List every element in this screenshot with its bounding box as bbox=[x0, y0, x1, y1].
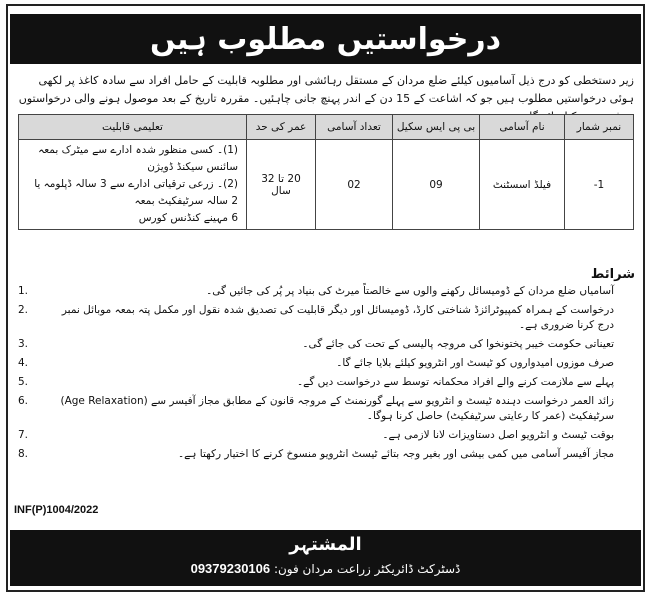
condition-text: آسامیاں ضلع مردان کے ڈومیسائل رکھنے والوں سے خالصتاً میرٹ کی بنیاد پر پُر کی جائیں گی۔ bbox=[206, 285, 614, 297]
advertiser-address bbox=[10, 561, 641, 576]
posts-table bbox=[18, 114, 634, 230]
condition-number: 6. bbox=[18, 395, 29, 407]
condition-text: زائد العمر درخواست دہندہ ٹیسٹ و انٹرویو سے پہلے گورنمنٹ کے مروجہ قانون کے مطابق مجاز آفیسر سے (Age Relaxation) سرٹیفکیٹ (عمر کا رعایتی سرٹیفکیٹ) حاصل کرنا ہوگا۔ bbox=[60, 395, 614, 422]
intro-paragraph: زیر دستخطی کو درج ذیل آسامیوں کیلئے ضلع مردان کے مستقل رہائشی اور مطلوبہ قابلیت کے حامل افراد سے سادہ کاغذ پر لکھی ہوئی درخواستیں مطلوب ہیں جو کہ اشاعت کے 15 دن کے اندر پہنچ جانی چاہئیں۔ مقررہ تاریخ کے بعد موصول ہونے والی درخواستوں bbox=[18, 74, 634, 105]
table-row bbox=[19, 140, 634, 230]
condition-number: 8. bbox=[18, 448, 29, 460]
advertiser-label: المشتہر bbox=[289, 534, 362, 555]
list-item bbox=[18, 303, 634, 333]
condition-number: 4. bbox=[18, 357, 29, 369]
condition-number: 1. bbox=[18, 285, 29, 297]
cell-age: 20 تا 32 سال bbox=[247, 140, 316, 230]
list-item bbox=[18, 337, 634, 352]
page-title: درخواستیں مطلوب ہیں bbox=[10, 14, 641, 64]
condition-number: 3. bbox=[18, 338, 29, 350]
address-text: ڈسٹرکٹ ڈائریکٹر زراعت مردان فون: bbox=[273, 562, 461, 576]
condition-number: 5. bbox=[18, 376, 29, 388]
table-header-row bbox=[19, 115, 634, 140]
reference-number: INF(P)1004/2022 bbox=[14, 504, 99, 516]
list-item bbox=[18, 375, 634, 390]
header-post-name: نام آسامی bbox=[480, 115, 565, 140]
condition-text: مجاز آفیسر آسامی میں کمی بیشی اور بغیر وجہ بتائے ٹیسٹ انٹرویو منسوخ کرنے کا اختیار رکھتا ہے۔ bbox=[177, 448, 614, 460]
header-age: عمر کی حد bbox=[247, 115, 316, 140]
list-item bbox=[18, 447, 634, 462]
cell-qualification bbox=[19, 140, 247, 230]
header-count: تعداد آسامی bbox=[316, 115, 393, 140]
phone-number: 09379230106 bbox=[190, 561, 271, 576]
list-item bbox=[18, 356, 634, 371]
list-item bbox=[18, 394, 634, 424]
condition-text: درخواست کے ہمراہ کمپیوٹرائزڈ شناختی کارڈ، ڈومیسائل اور دیگر قابلیت کی تصدیق شدہ نقول اور مکمل پتہ بمعہ موبائل نمبر درج کرنا ضروری ہے۔ bbox=[61, 304, 614, 331]
qualification-line-2: (2)۔ زرعی ترقیاتی ادارے سے 3 سالہ ڈپلومہ یا 2 سالہ سرٹیفکیٹ بمعہ bbox=[34, 178, 238, 207]
conditions-list bbox=[18, 284, 634, 466]
conditions-heading: شرائط bbox=[590, 267, 635, 282]
qualification-line-3: 6 مہینے کنڈنس کورس bbox=[138, 212, 238, 224]
condition-text: تعیناتی حکومت خیبر پختونخوا کی مروجہ پالیسی کے تحت کی جائے گی۔ bbox=[302, 338, 614, 350]
cell-serial: 1- bbox=[565, 140, 634, 230]
footer-bar bbox=[10, 530, 641, 586]
list-item bbox=[18, 284, 634, 299]
cell-count: 02 bbox=[316, 140, 393, 230]
qualification-line-1: (1)۔ کسی منظور شدہ ادارے سے میٹرک بمعہ سائنس سیکنڈ ڈویژن bbox=[38, 144, 238, 173]
header-bps: بی پی ایس سکیل bbox=[393, 115, 480, 140]
list-item bbox=[18, 428, 634, 443]
header-qualification: تعلیمی قابلیت bbox=[19, 115, 247, 140]
cell-post-name: فیلڈ اسسٹنٹ bbox=[480, 140, 565, 230]
header-serial: نمبر شمار bbox=[565, 115, 634, 140]
condition-text: بوقت ٹیسٹ و انٹرویو اصل دستاویزات لانا لازمی ہے۔ bbox=[382, 429, 614, 441]
condition-text: پہلے سے ملازمت کرنے والے افراد محکمانہ توسط سے درخواست دیں گے۔ bbox=[297, 376, 614, 388]
cell-bps: 09 bbox=[393, 140, 480, 230]
condition-text: صرف موزوں امیدواروں کو ٹیسٹ اور انٹرویو کیلئے بلایا جائے گا۔ bbox=[336, 357, 614, 369]
condition-number: 2. bbox=[18, 304, 29, 316]
condition-number: 7. bbox=[18, 429, 29, 441]
